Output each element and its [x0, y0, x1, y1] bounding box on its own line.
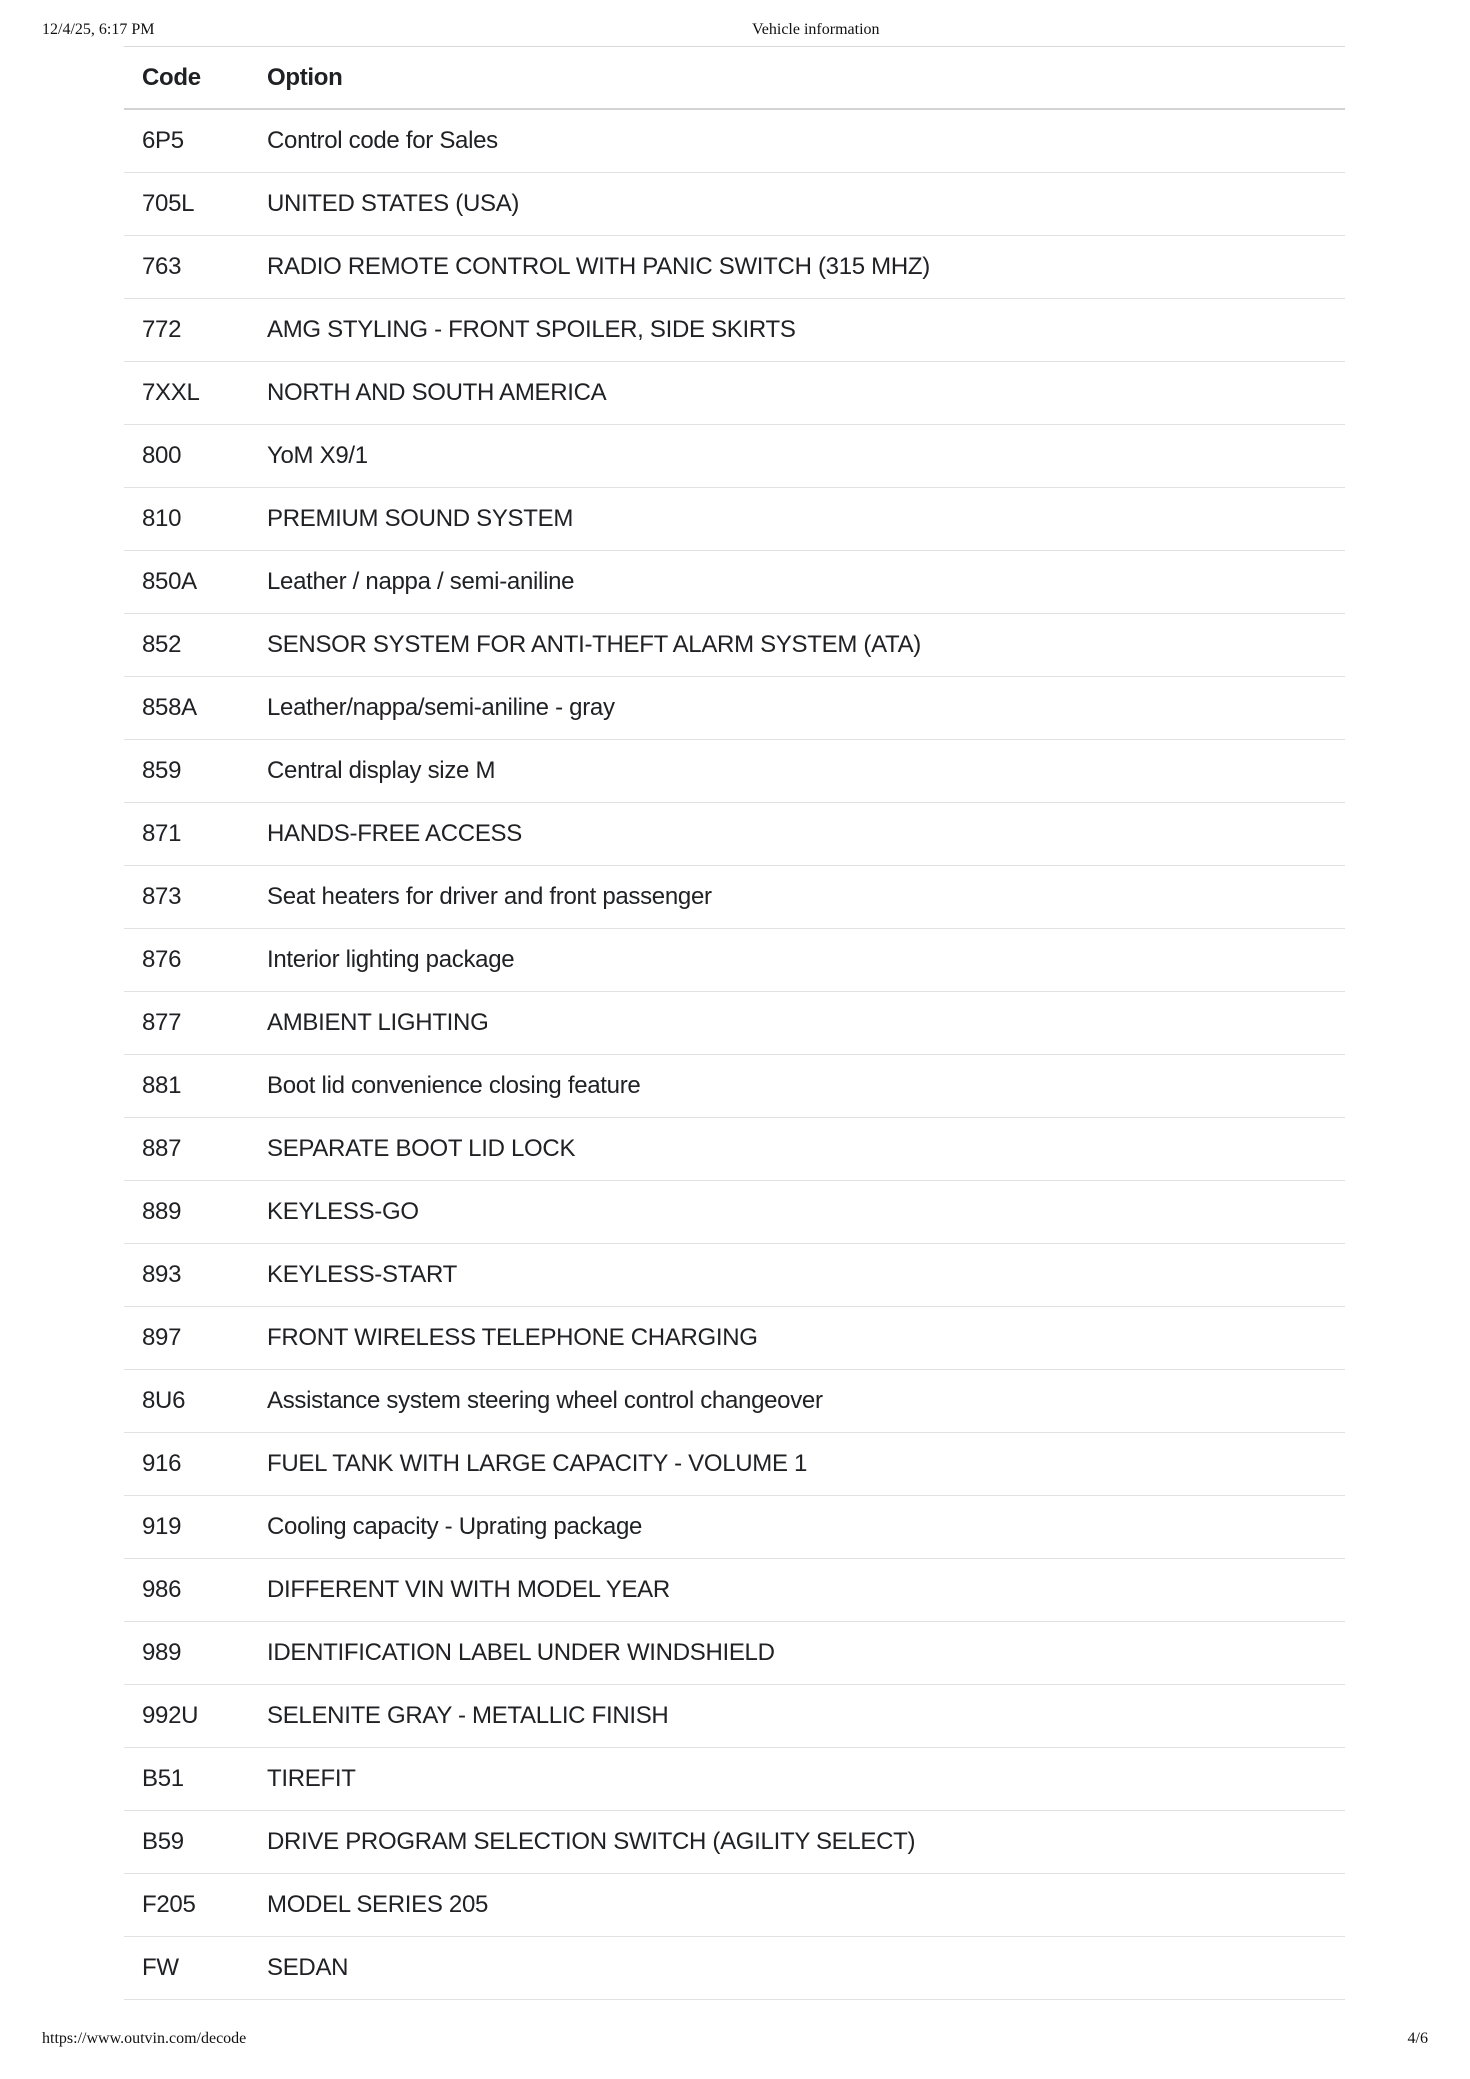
table-row: [124, 110, 1345, 173]
code-cell: FW: [142, 1954, 179, 1981]
table-row: [124, 1307, 1345, 1370]
table-row: [124, 236, 1345, 299]
table-row: [124, 1433, 1345, 1496]
code-cell: 852: [142, 631, 182, 658]
code-cell: 986: [142, 1576, 182, 1603]
option-cell: Leather/nappa/semi-aniline - gray: [267, 694, 615, 721]
option-cell: SELENITE GRAY - METALLIC FINISH: [267, 1702, 669, 1729]
table-row: [124, 1937, 1345, 2000]
option-cell: SEDAN: [267, 1954, 349, 1981]
code-cell: 850A: [142, 568, 197, 595]
code-cell: 992U: [142, 1702, 199, 1729]
code-cell: 772: [142, 316, 182, 343]
code-cell: 877: [142, 1009, 182, 1036]
option-cell: Interior lighting package: [267, 946, 515, 973]
table-row: [124, 551, 1345, 614]
table-row: [124, 1685, 1345, 1748]
table-row: [124, 866, 1345, 929]
print-footer-page-number: 4/6: [1407, 2030, 1428, 2047]
table-body: [124, 110, 1345, 2000]
code-cell: 763: [142, 253, 182, 280]
option-cell: AMG STYLING - FRONT SPOILER, SIDE SKIRTS: [267, 316, 796, 343]
code-cell: 887: [142, 1135, 182, 1162]
table-row: [124, 1559, 1345, 1622]
table-row: [124, 803, 1345, 866]
table-row: [124, 1874, 1345, 1937]
option-cell: IDENTIFICATION LABEL UNDER WINDSHIELD: [267, 1639, 775, 1666]
option-cell: Cooling capacity - Uprating package: [267, 1513, 643, 1540]
option-cell: NORTH AND SOUTH AMERICA: [267, 379, 607, 406]
option-cell: SENSOR SYSTEM FOR ANTI-THEFT ALARM SYSTEM (ATA): [267, 631, 921, 658]
option-cell: DIFFERENT VIN WITH MODEL YEAR: [267, 1576, 670, 1603]
option-cell: RADIO REMOTE CONTROL WITH PANIC SWITCH (315 MHZ): [267, 253, 930, 280]
table-row: [124, 362, 1345, 425]
table-row: [124, 1811, 1345, 1874]
option-cell: MODEL SERIES 205: [267, 1891, 489, 1918]
vehicle-options-table: [124, 46, 1345, 2000]
table-row: [124, 1496, 1345, 1559]
option-cell: Control code for Sales: [267, 127, 498, 154]
code-cell: 916: [142, 1450, 182, 1477]
print-header-title: Vehicle information: [752, 21, 880, 38]
option-cell: SEPARATE BOOT LID LOCK: [267, 1135, 576, 1162]
print-footer-url: https://www.outvin.com/decode: [42, 2030, 247, 2047]
code-cell: 6P5: [142, 127, 184, 154]
table-row: [124, 1748, 1345, 1811]
option-cell: KEYLESS-GO: [267, 1198, 419, 1225]
option-cell: PREMIUM SOUND SYSTEM: [267, 505, 574, 532]
option-cell: Boot lid convenience closing feature: [267, 1072, 641, 1099]
table-row: [124, 1244, 1345, 1307]
option-cell: KEYLESS-START: [267, 1261, 457, 1288]
table-row: [124, 1055, 1345, 1118]
code-cell: 893: [142, 1261, 182, 1288]
option-cell: Assistance system steering wheel control changeover: [267, 1387, 823, 1414]
code-cell: B59: [142, 1828, 184, 1855]
option-cell: Seat heaters for driver and front passenger: [267, 883, 712, 910]
option-cell: FUEL TANK WITH LARGE CAPACITY - VOLUME 1: [267, 1450, 808, 1477]
code-cell: 859: [142, 757, 182, 784]
code-cell: 858A: [142, 694, 197, 721]
table-row: [124, 677, 1345, 740]
table-row: [124, 1370, 1345, 1433]
code-cell: 7XXL: [142, 379, 200, 406]
code-cell: 810: [142, 505, 182, 532]
option-cell: DRIVE PROGRAM SELECTION SWITCH (AGILITY SELECT): [267, 1828, 916, 1855]
table-row: [124, 173, 1345, 236]
table-row: [124, 614, 1345, 677]
code-cell: 8U6: [142, 1387, 186, 1414]
option-cell: HANDS-FREE ACCESS: [267, 820, 522, 847]
code-cell: 705L: [142, 190, 195, 217]
code-cell: 876: [142, 946, 182, 973]
code-cell: 881: [142, 1072, 182, 1099]
table-row: [124, 488, 1345, 551]
code-cell: 873: [142, 883, 182, 910]
code-cell: B51: [142, 1765, 184, 1792]
option-cell: TIREFIT: [267, 1765, 356, 1792]
table-row: [124, 929, 1345, 992]
option-cell: AMBIENT LIGHTING: [267, 1009, 489, 1036]
code-cell: F205: [142, 1891, 196, 1918]
table-row: [124, 299, 1345, 362]
code-cell: 800: [142, 442, 182, 469]
option-cell: UNITED STATES (USA): [267, 190, 520, 217]
table-row: [124, 425, 1345, 488]
table-header-row: [124, 46, 1345, 110]
table-row: [124, 740, 1345, 803]
table-row: [124, 1181, 1345, 1244]
option-cell: FRONT WIRELESS TELEPHONE CHARGING: [267, 1324, 758, 1351]
table-row: [124, 1118, 1345, 1181]
code-cell: 889: [142, 1198, 182, 1225]
code-cell: 989: [142, 1639, 182, 1666]
code-column-header: Code: [142, 63, 201, 91]
table-row: [124, 1622, 1345, 1685]
table-row: [124, 992, 1345, 1055]
option-cell: YoM X9/1: [267, 442, 368, 469]
option-cell: Central display size M: [267, 757, 496, 784]
code-cell: 871: [142, 820, 182, 847]
code-cell: 919: [142, 1513, 182, 1540]
print-header-date: 12/4/25, 6:17 PM: [42, 21, 155, 38]
option-column-header: Option: [267, 63, 343, 91]
code-cell: 897: [142, 1324, 182, 1351]
option-cell: Leather / nappa / semi-aniline: [267, 568, 575, 595]
